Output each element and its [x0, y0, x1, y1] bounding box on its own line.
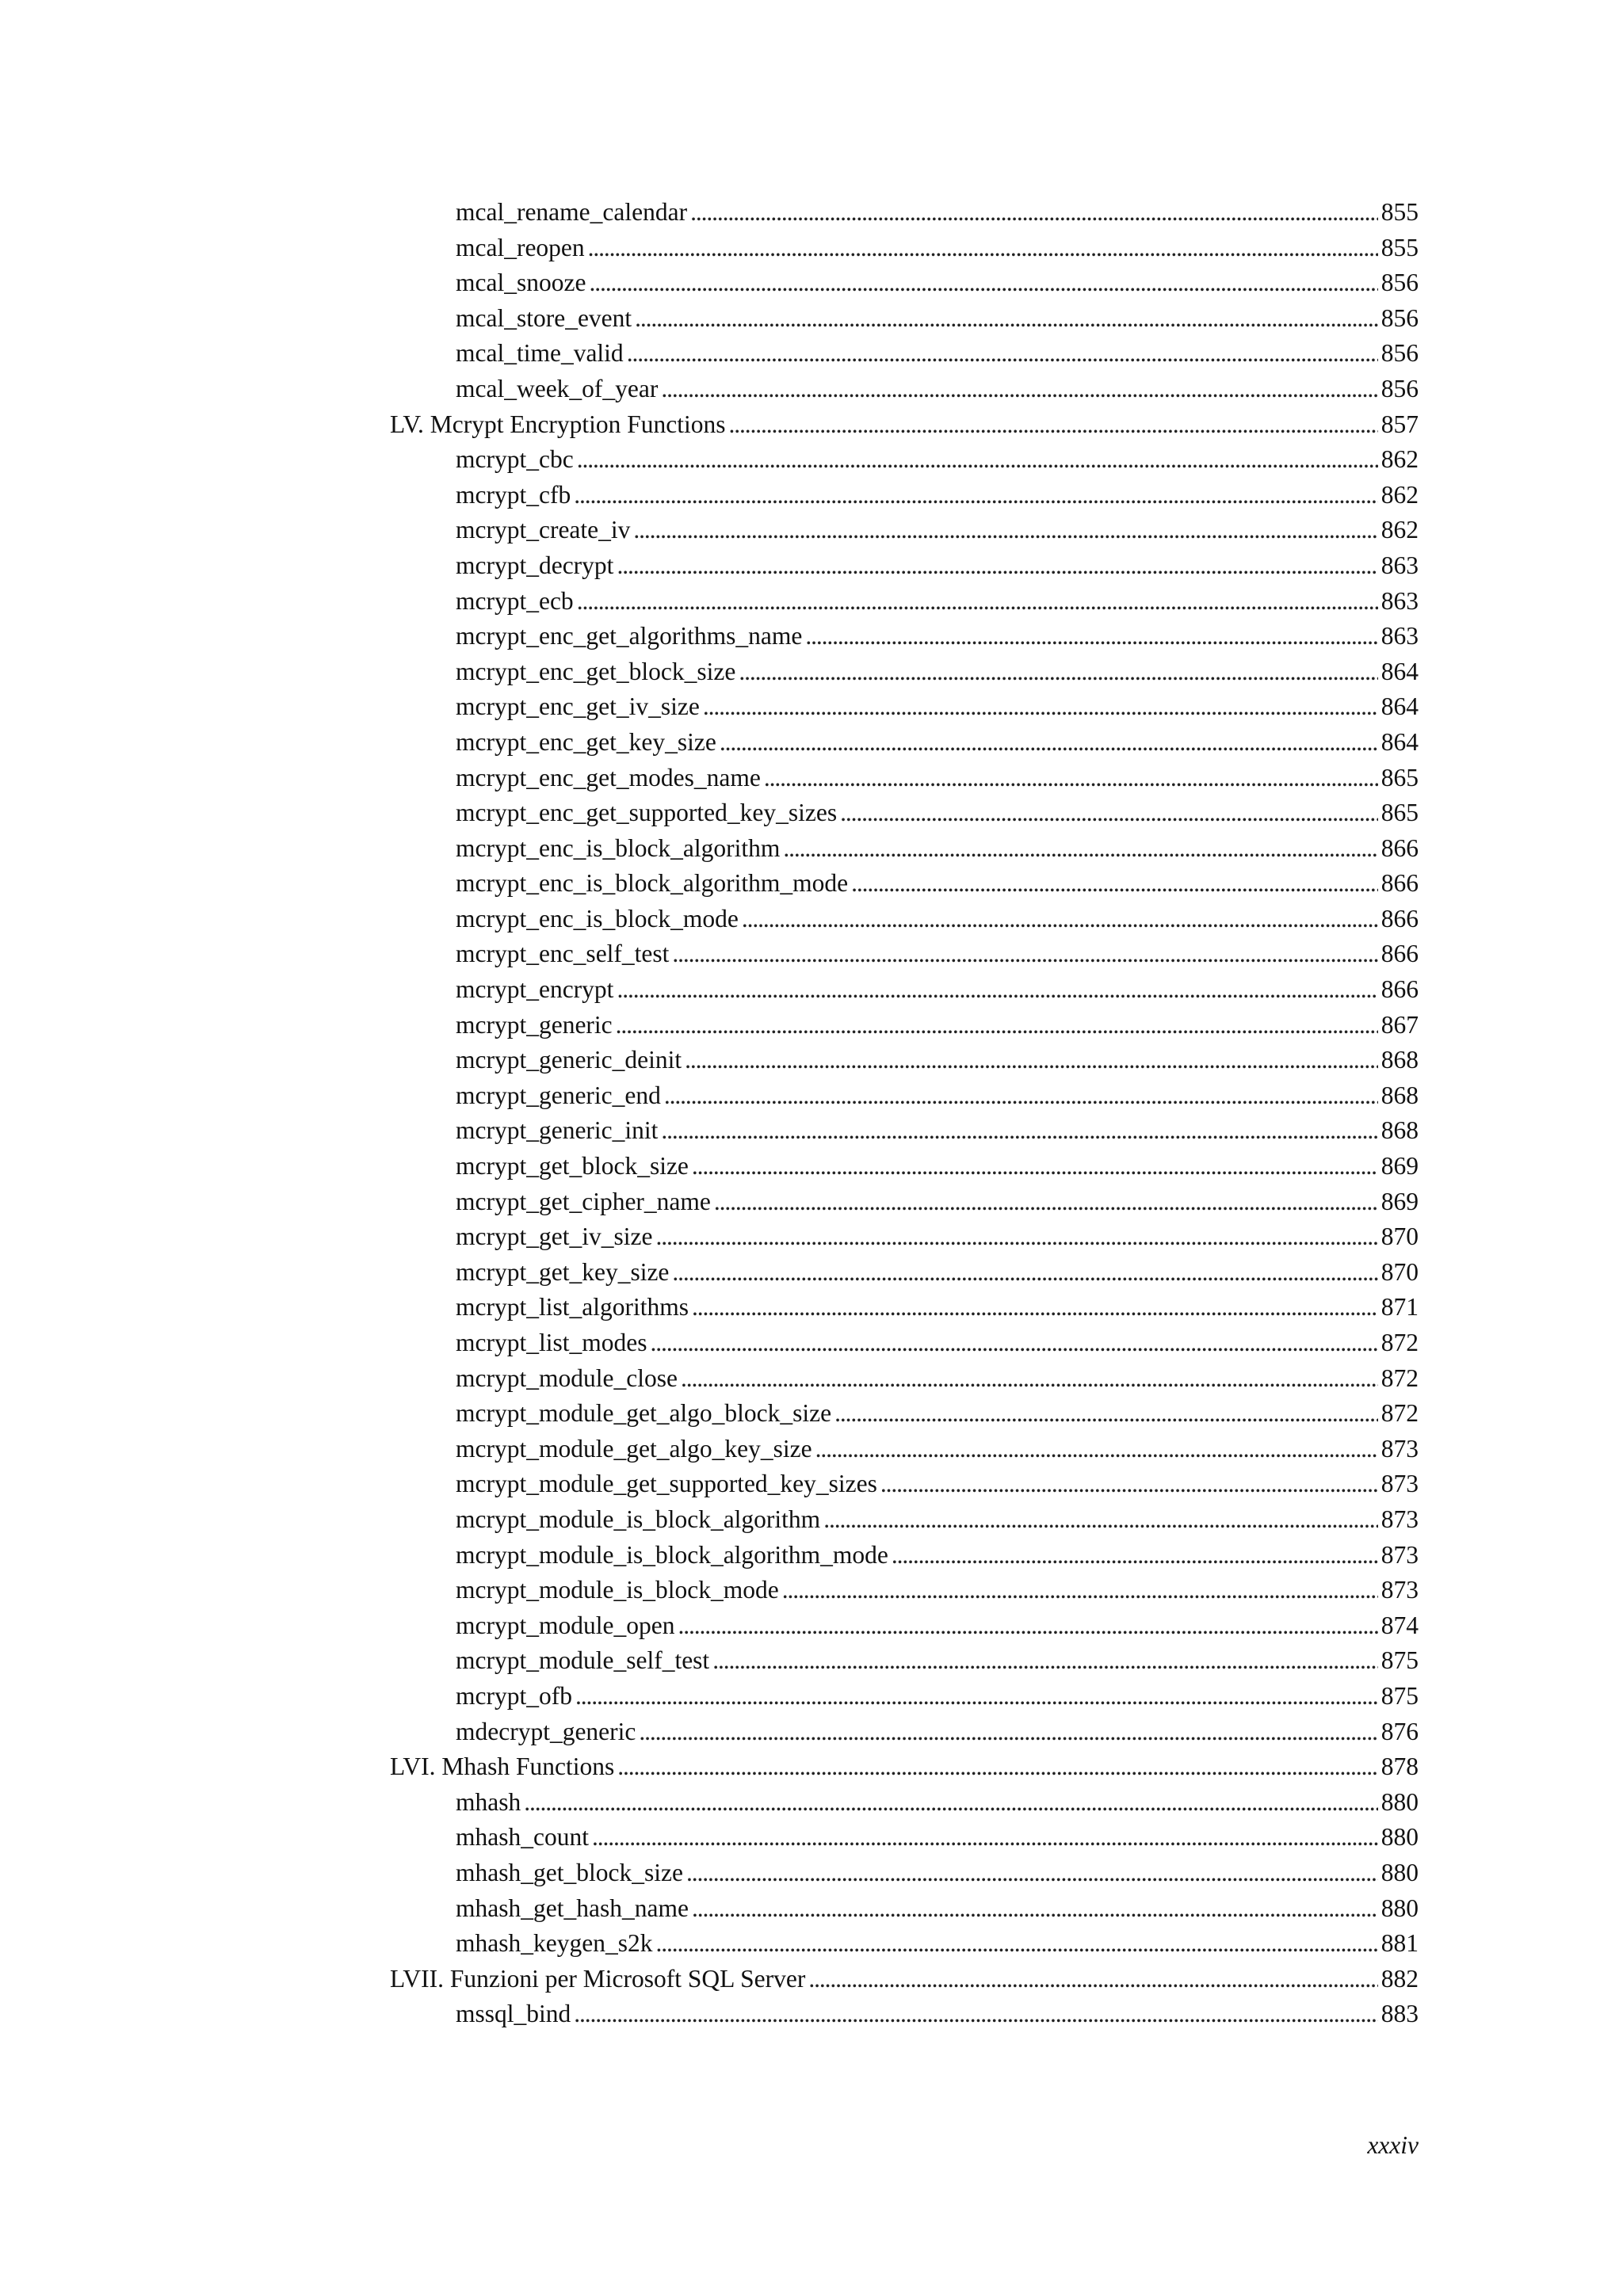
toc-entry-page: 868 — [1381, 1046, 1419, 1074]
toc-entry-title: mhash — [456, 1787, 521, 1816]
dot-leader — [808, 1962, 1377, 1997]
toc-entry-page: 866 — [1381, 904, 1419, 933]
dot-leader — [880, 1466, 1378, 1502]
dot-leader — [617, 972, 1377, 1008]
toc-entry-title: mcrypt_enc_is_block_algorithm_mode — [456, 869, 849, 898]
toc-entry-title: mcrypt_module_is_block_algorithm_mode — [456, 1540, 888, 1569]
dot-leader — [815, 1432, 1378, 1467]
toc-entry-title: mcrypt_enc_is_block_algorithm — [456, 833, 781, 862]
toc-entry-page: 868 — [1381, 1081, 1419, 1109]
dot-leader — [678, 1608, 1377, 1644]
toc-entry[interactable] — [456, 231, 1419, 266]
toc-entry[interactable] — [456, 1290, 1419, 1325]
toc-entry-page: 855 — [1381, 233, 1419, 261]
toc-entry-title: mssql_bind — [456, 2000, 571, 2028]
toc-entry-page: 875 — [1381, 1681, 1419, 1710]
toc-entry-page: 871 — [1381, 1293, 1419, 1322]
toc-entry[interactable] — [456, 1502, 1419, 1538]
dot-leader — [834, 1396, 1378, 1432]
toc-entry-title: mhash_get_block_size — [456, 1858, 683, 1886]
toc-entry[interactable] — [456, 689, 1419, 725]
toc-entry[interactable] — [456, 1078, 1419, 1114]
toc-entry[interactable] — [456, 1219, 1419, 1255]
dot-leader — [672, 936, 1377, 972]
toc-entry-title: mcrypt_create_iv — [456, 516, 631, 544]
toc-entry[interactable] — [456, 1643, 1419, 1679]
toc-entry[interactable] — [456, 1008, 1419, 1043]
toc-entry-page: 866 — [1381, 940, 1419, 968]
toc-entry-title: mcrypt_module_get_algo_block_size — [456, 1399, 832, 1428]
toc-entry[interactable] — [456, 654, 1419, 690]
dot-leader — [577, 584, 1378, 620]
toc-entry-page: 878 — [1381, 1753, 1419, 1781]
toc-entry-title: mcrypt_generic — [456, 1010, 613, 1039]
toc-entry-title: mcrypt_cbc — [456, 445, 574, 474]
toc-entry-page: 874 — [1381, 1611, 1419, 1639]
toc-entry-page: 866 — [1381, 869, 1419, 898]
dot-leader — [655, 1926, 1377, 1962]
toc-entry-page: 856 — [1381, 374, 1419, 402]
dot-leader — [851, 866, 1378, 902]
toc-entry[interactable] — [456, 1396, 1419, 1432]
toc-entry[interactable] — [456, 513, 1419, 548]
toc-entry[interactable] — [456, 795, 1419, 831]
toc-entry-page: 869 — [1381, 1187, 1419, 1215]
toc-entry-page: 873 — [1381, 1505, 1419, 1533]
dot-leader — [729, 407, 1378, 443]
toc-entry-page: 862 — [1381, 516, 1419, 544]
dot-leader — [577, 442, 1378, 478]
toc-entry-page: 875 — [1381, 1646, 1419, 1675]
toc-entry-page: 880 — [1381, 1894, 1419, 1922]
toc-entry[interactable] — [456, 442, 1419, 478]
toc-entry-title: mhash_keygen_s2k — [456, 1929, 653, 1958]
toc-section-entry[interactable] — [390, 407, 1419, 443]
toc-entry[interactable] — [456, 1855, 1419, 1891]
toc-entry-title: mcrypt_module_is_block_mode — [456, 1576, 779, 1604]
dot-leader — [742, 902, 1378, 937]
toc-entry-page: 869 — [1381, 1152, 1419, 1180]
dot-leader — [616, 1008, 1378, 1043]
toc-entry-title: LVI. Mhash Functions — [390, 1753, 615, 1781]
dot-leader — [635, 301, 1378, 337]
table-of-contents — [0, 195, 1623, 2032]
toc-entry[interactable] — [456, 761, 1419, 796]
toc-entry[interactable] — [456, 1891, 1419, 1927]
toc-entry-title: mhash_get_hash_name — [456, 1894, 689, 1922]
toc-entry[interactable] — [456, 831, 1419, 867]
toc-entry[interactable] — [456, 1432, 1419, 1467]
toc-entry[interactable] — [456, 1149, 1419, 1184]
dot-leader — [720, 725, 1378, 761]
toc-entry-page: 857 — [1381, 410, 1419, 438]
toc-entry-page: 880 — [1381, 1858, 1419, 1886]
toc-entry-page: 867 — [1381, 1010, 1419, 1039]
toc-entry[interactable] — [456, 725, 1419, 761]
dot-leader — [840, 795, 1378, 831]
toc-entry-page: 856 — [1381, 339, 1419, 368]
toc-entry-page: 873 — [1381, 1434, 1419, 1463]
toc-entry-page: 862 — [1381, 480, 1419, 509]
toc-entry-page: 872 — [1381, 1329, 1419, 1356]
dot-leader — [782, 1573, 1378, 1608]
toc-entry[interactable] — [456, 478, 1419, 513]
toc-entry[interactable] — [456, 1184, 1419, 1220]
toc-entry-page: 856 — [1381, 269, 1419, 297]
dot-leader — [764, 761, 1378, 796]
toc-entry-title: mcrypt_module_get_algo_key_size — [456, 1434, 812, 1463]
dot-leader — [703, 689, 1378, 725]
toc-entry[interactable] — [456, 619, 1419, 654]
dot-leader — [783, 831, 1377, 867]
toc-section-entry[interactable] — [390, 1749, 1419, 1785]
toc-entry-page: 863 — [1381, 551, 1419, 579]
toc-entry-title: mcrypt_generic_init — [456, 1116, 659, 1145]
toc-entry[interactable] — [456, 1679, 1419, 1714]
dot-leader — [574, 1997, 1377, 2032]
toc-entry[interactable] — [456, 1538, 1419, 1573]
toc-entry-title: mcal_week_of_year — [456, 374, 659, 402]
dot-leader — [617, 548, 1377, 584]
dot-leader — [650, 1325, 1377, 1361]
toc-entry[interactable] — [456, 1608, 1419, 1644]
toc-entry-page: 870 — [1381, 1222, 1419, 1251]
toc-entry-title: mcal_snooze — [456, 269, 586, 297]
toc-entry-title: mcal_rename_calendar — [456, 198, 688, 226]
toc-entry-title: mcrypt_module_close — [456, 1363, 678, 1392]
toc-entry-page: 873 — [1381, 1576, 1419, 1604]
toc-entry-page: 873 — [1381, 1470, 1419, 1498]
dot-leader — [823, 1502, 1378, 1538]
toc-entry-page: 865 — [1381, 799, 1419, 827]
toc-entry-page: 880 — [1381, 1823, 1419, 1852]
toc-entry-page: 880 — [1381, 1787, 1419, 1816]
toc-entry-page: 864 — [1381, 657, 1419, 685]
dot-leader — [692, 1891, 1378, 1927]
toc-entry-page: 873 — [1381, 1540, 1419, 1569]
toc-entry[interactable] — [456, 1255, 1419, 1291]
toc-entry-page: 863 — [1381, 586, 1419, 615]
toc-entry[interactable] — [456, 972, 1419, 1008]
toc-entry-title: mcrypt_list_modes — [456, 1329, 647, 1356]
toc-entry-title: mcrypt_enc_get_modes_name — [456, 763, 761, 791]
dot-leader — [672, 1255, 1377, 1291]
toc-entry-page: 876 — [1381, 1717, 1419, 1745]
toc-entry-title: mcrypt_enc_get_block_size — [456, 657, 736, 685]
toc-entry[interactable] — [456, 866, 1419, 902]
toc-entry-page: 866 — [1381, 975, 1419, 1004]
dot-leader — [661, 372, 1377, 407]
dot-leader — [692, 1290, 1378, 1325]
toc-entry[interactable] — [456, 1785, 1419, 1821]
toc-entry-title: mcrypt_ecb — [456, 586, 574, 615]
toc-entry-title: mcrypt_module_open — [456, 1611, 675, 1639]
toc-entry-title: mcrypt_cfb — [456, 480, 571, 509]
dot-leader — [690, 195, 1378, 231]
toc-entry-title: mcrypt_enc_is_block_mode — [456, 904, 739, 933]
toc-entry[interactable] — [456, 1573, 1419, 1608]
toc-entry[interactable] — [456, 1361, 1419, 1397]
toc-entry-title: mcrypt_module_self_test — [456, 1646, 710, 1675]
toc-entry[interactable] — [456, 265, 1419, 301]
toc-entry-title: mcrypt_generic_deinit — [456, 1046, 682, 1074]
dot-leader — [692, 1149, 1378, 1184]
toc-entry-page: 864 — [1381, 727, 1419, 756]
toc-entry-title: mcrypt_enc_get_key_size — [456, 727, 716, 756]
dot-leader — [664, 1078, 1378, 1114]
toc-entry[interactable] — [456, 1997, 1419, 2032]
toc-entry-title: mcal_store_event — [456, 303, 632, 332]
toc-entry-page: 870 — [1381, 1257, 1419, 1286]
dot-leader — [575, 1679, 1378, 1714]
toc-entry-title: mhash_count — [456, 1823, 589, 1852]
toc-entry-title: LVII. Funzioni per Microsoft SQL Server — [390, 1964, 806, 1993]
toc-entry-title: LV. Mcrypt Encryption Functions — [390, 410, 726, 438]
toc-entry[interactable] — [456, 1926, 1419, 1962]
dot-leader — [681, 1361, 1378, 1397]
dot-leader — [712, 1643, 1378, 1679]
dot-leader — [661, 1113, 1377, 1149]
toc-entry-page: 882 — [1381, 1964, 1419, 1993]
dot-leader — [639, 1714, 1377, 1750]
toc-entry-page: 855 — [1381, 198, 1419, 226]
toc-entry-title: mcrypt_encrypt — [456, 975, 614, 1004]
dot-leader — [892, 1538, 1378, 1573]
dot-leader — [686, 1855, 1378, 1891]
toc-entry-page: 883 — [1381, 2000, 1419, 2028]
toc-entry[interactable] — [456, 1466, 1419, 1502]
toc-entry-page: 866 — [1381, 833, 1419, 862]
toc-entry-title: mcrypt_ofb — [456, 1681, 572, 1710]
toc-entry[interactable] — [456, 1820, 1419, 1855]
toc-entry-title: mcrypt_get_key_size — [456, 1257, 670, 1286]
toc-entry-title: mcal_time_valid — [456, 339, 624, 368]
dot-leader — [655, 1219, 1377, 1255]
toc-entry[interactable] — [456, 336, 1419, 372]
dot-leader — [739, 654, 1377, 690]
toc-entry-title: mcal_reopen — [456, 233, 585, 261]
dot-leader — [592, 1820, 1378, 1855]
toc-entry-title: mcrypt_get_cipher_name — [456, 1187, 711, 1215]
toc-entry-page: 863 — [1381, 622, 1419, 650]
toc-entry-title: mcrypt_get_iv_size — [456, 1222, 653, 1251]
toc-entry-page: 865 — [1381, 763, 1419, 791]
toc-entry-title: mcrypt_enc_get_algorithms_name — [456, 622, 803, 650]
dot-leader — [714, 1184, 1378, 1220]
toc-entry[interactable] — [456, 195, 1419, 231]
toc-entry[interactable] — [456, 372, 1419, 407]
toc-entry-page: 856 — [1381, 303, 1419, 332]
dot-leader — [633, 513, 1377, 548]
toc-entry[interactable] — [456, 902, 1419, 937]
toc-entry-page: 872 — [1381, 1363, 1419, 1392]
dot-leader — [588, 231, 1378, 266]
dot-leader — [685, 1043, 1378, 1078]
dot-leader — [524, 1785, 1378, 1821]
toc-entry-title: mcrypt_generic_end — [456, 1081, 661, 1109]
toc-entry-title: mcrypt_enc_get_iv_size — [456, 692, 700, 721]
toc-entry-title: mcrypt_list_algorithms — [456, 1293, 689, 1322]
toc-entry-page: 864 — [1381, 692, 1419, 721]
dot-leader — [589, 265, 1377, 301]
toc-entry-title: mcrypt_decrypt — [456, 551, 614, 579]
toc-entry[interactable] — [456, 301, 1419, 337]
toc-entry-title: mcrypt_module_is_block_algorithm — [456, 1505, 821, 1533]
dot-leader — [627, 336, 1378, 372]
toc-entry-title: mdecrypt_generic — [456, 1717, 636, 1745]
toc-entry-title: mcrypt_get_block_size — [456, 1152, 689, 1180]
toc-section-entry[interactable] — [390, 1962, 1419, 1997]
toc-entry[interactable] — [456, 1113, 1419, 1149]
toc-entry-page: 862 — [1381, 445, 1419, 474]
dot-leader — [805, 619, 1377, 654]
toc-entry-title: mcrypt_module_get_supported_key_sizes — [456, 1470, 877, 1498]
toc-entry[interactable] — [456, 1714, 1419, 1750]
toc-entry-page: 881 — [1381, 1929, 1419, 1958]
toc-entry[interactable] — [456, 548, 1419, 584]
toc-entry[interactable] — [456, 1325, 1419, 1361]
toc-entry[interactable] — [456, 936, 1419, 972]
toc-entry-title: mcrypt_enc_get_supported_key_sizes — [456, 799, 838, 827]
toc-entry[interactable] — [456, 1043, 1419, 1078]
dot-leader — [574, 478, 1378, 513]
page-number: xxxiv — [1367, 2131, 1419, 2159]
toc-entry-title: mcrypt_enc_self_test — [456, 940, 670, 968]
toc-entry-page: 868 — [1381, 1116, 1419, 1145]
dot-leader — [617, 1749, 1378, 1785]
toc-entry[interactable] — [456, 584, 1419, 620]
toc-entry-page: 872 — [1381, 1399, 1419, 1428]
